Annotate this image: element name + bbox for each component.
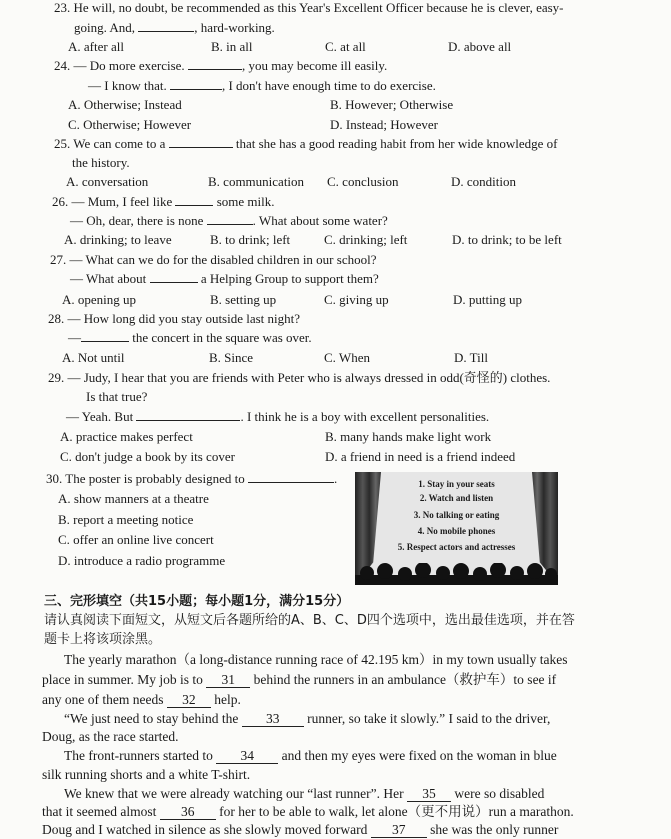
q28-reply: — the concert in the square was over. [68, 330, 312, 345]
q28-stem: 28. — How long did you stay outside last night? [48, 311, 301, 326]
q27-option-d: D. putting up [453, 292, 522, 307]
q26-blank-2 [207, 224, 253, 225]
q26-option-c: C. drinking; left [324, 232, 408, 247]
q26-blank-1 [175, 205, 213, 206]
q24-option-c: C. Otherwise; However [68, 117, 192, 132]
passage-p1-line3: any one of them needs 32 help. [42, 692, 241, 707]
q28-option-b: B. Since [209, 350, 254, 365]
passage-p5-line1: Doug and I watched in silence as she slowly moved forward 37 she was the only runner [42, 822, 559, 837]
q29-stem: 29. — Judy, I hear that you are friends with Peter who is always dressed in odd(奇怪的) clothes. [48, 370, 551, 385]
q29-blank [136, 420, 240, 421]
section-heading: 三、完形填空（共15小题；每小题1分，满分15分） [44, 594, 350, 609]
passage-p1-line2: place in summer. My job is to 31 behind the runners in an ambulance（救护车）to see if [42, 672, 557, 687]
poster-rule-5: 5. Respect actors and actresses [397, 542, 516, 552]
q28-blank [81, 341, 129, 342]
q23-option-d: D. above all [448, 39, 512, 54]
q24-option-b: B. However; Otherwise [330, 97, 454, 112]
q29-stem-cont: Is that true? [86, 389, 148, 404]
q25-option-c: C. conclusion [327, 174, 399, 189]
q30-option-c: C. offer an online live concert [58, 532, 214, 547]
blank-31: 31 [206, 672, 250, 688]
poster-rule-1: 1. Stay in your seats [418, 479, 495, 489]
passage-p3-line1: The front-runners started to 34 and then my eyes were fixed on the woman in blue [64, 748, 557, 763]
q24-option-d: D. Instead; However [330, 117, 438, 132]
blank-35: 35 [407, 786, 451, 802]
q26-option-b: B. to drink; left [210, 232, 291, 247]
q27-option-c: C. giving up [324, 292, 389, 307]
blank-36: 36 [160, 804, 216, 820]
q30-option-b: B. report a meeting notice [58, 512, 194, 527]
q23-stem: 23. He will, no doubt, be recommended as this Year's Excellent Officer because he is clever, easy- [54, 0, 564, 15]
q27-option-a: A. opening up [62, 292, 137, 307]
q24-reply: — I know that. , I don't have enough time to do exercise. [88, 78, 436, 93]
blank-32: 32 [167, 692, 211, 708]
passage-p2-line1: “We just need to stay behind the 33 runner, so take it slowly.” I said to the driver, [64, 711, 551, 726]
passage-p2-line2: Doug, as the race started. [42, 729, 179, 744]
q25-stem-cont: the history. [72, 155, 130, 170]
passage-p4-line2: that it seemed almost 36 for her to be able to walk, let alone（更不用说）run a marathon. [42, 804, 574, 819]
q29-option-c: C. don't judge a book by its cover [60, 449, 235, 464]
q25-stem: 25. We can come to a that she has a good reading habit from her wide knowledge of [54, 136, 558, 151]
q26-stem: 26. — Mum, I feel like some milk. [52, 194, 275, 209]
q27-blank [150, 282, 198, 283]
q29-option-a: A. practice makes perfect [60, 429, 193, 444]
passage-p1-line1: The yearly marathon（a long-distance running race of 42.195 km）in my town usually takes [64, 652, 568, 667]
passage-p3-line2: silk running shorts and a white T-shirt. [42, 767, 251, 782]
blank-37: 37 [371, 822, 427, 838]
q25-option-d: D. condition [451, 174, 516, 189]
theatre-rules-poster [355, 472, 558, 585]
passage-p4-line1: We knew that we were already watching our “last runner”. Her 35 were so disabled [64, 786, 545, 801]
q24-blank-1 [188, 69, 242, 70]
q29-option-b: B. many hands make light work [325, 429, 492, 444]
q26-option-d: D. to drink; to be left [452, 232, 562, 247]
blank-34: 34 [216, 748, 278, 764]
q27-stem: 27. — What can we do for the disabled children in our school? [50, 252, 377, 267]
q29-reply: — Yeah. But . I think he is a boy with excellent personalities. [66, 409, 490, 424]
section-instructions-2: 题卡上将该项涂黑。 [44, 632, 162, 647]
q28-option-c: C. When [324, 350, 370, 365]
blank-33: 33 [242, 711, 304, 727]
poster-rule-3: 3. No talking or eating [413, 510, 500, 520]
q26-option-a: A. drinking; to leave [64, 232, 172, 247]
q23-stem-cont: going. And, , hard-working. [74, 20, 275, 35]
q23-blank [138, 31, 194, 32]
q25-option-b: B. communication [208, 174, 305, 189]
q28-option-a: A. Not until [62, 350, 125, 365]
q26-reply: — Oh, dear, there is none . What about some water? [70, 213, 388, 228]
poster-rule-4: 4. No mobile phones [417, 526, 496, 536]
q29-option-d: D. a friend in need is a friend indeed [325, 449, 516, 464]
q25-option-a: A. conversation [66, 174, 149, 189]
q23-option-b: B. in all [211, 39, 253, 54]
q24-option-a: A. Otherwise; Instead [68, 97, 182, 112]
q30-option-a: A. show manners at a theatre [58, 491, 209, 506]
q25-blank [169, 147, 233, 148]
q23-option-a: A. after all [68, 39, 124, 54]
q27-reply: — What about a Helping Group to support them? [70, 271, 379, 286]
q23-option-c: C. at all [325, 39, 366, 54]
q30-blank [248, 482, 334, 483]
q27-option-b: B. setting up [210, 292, 277, 307]
q28-option-d: D. Till [454, 350, 488, 365]
q30-stem: 30. The poster is probably designed to . [46, 471, 338, 486]
q24-stem: 24. — Do more exercise. , you may become ill easily. [54, 58, 388, 73]
audience-silhouette [355, 563, 558, 585]
section-instructions-1: 请认真阅读下面短文，从短文后各题所给的A、B、C、D四个选项中，选出最佳选项，并在答 [44, 613, 575, 628]
q24-blank-2 [170, 89, 222, 90]
poster-rule-2: 2. Watch and listen [419, 493, 494, 503]
q30-option-d: D. introduce a radio programme [58, 553, 226, 568]
